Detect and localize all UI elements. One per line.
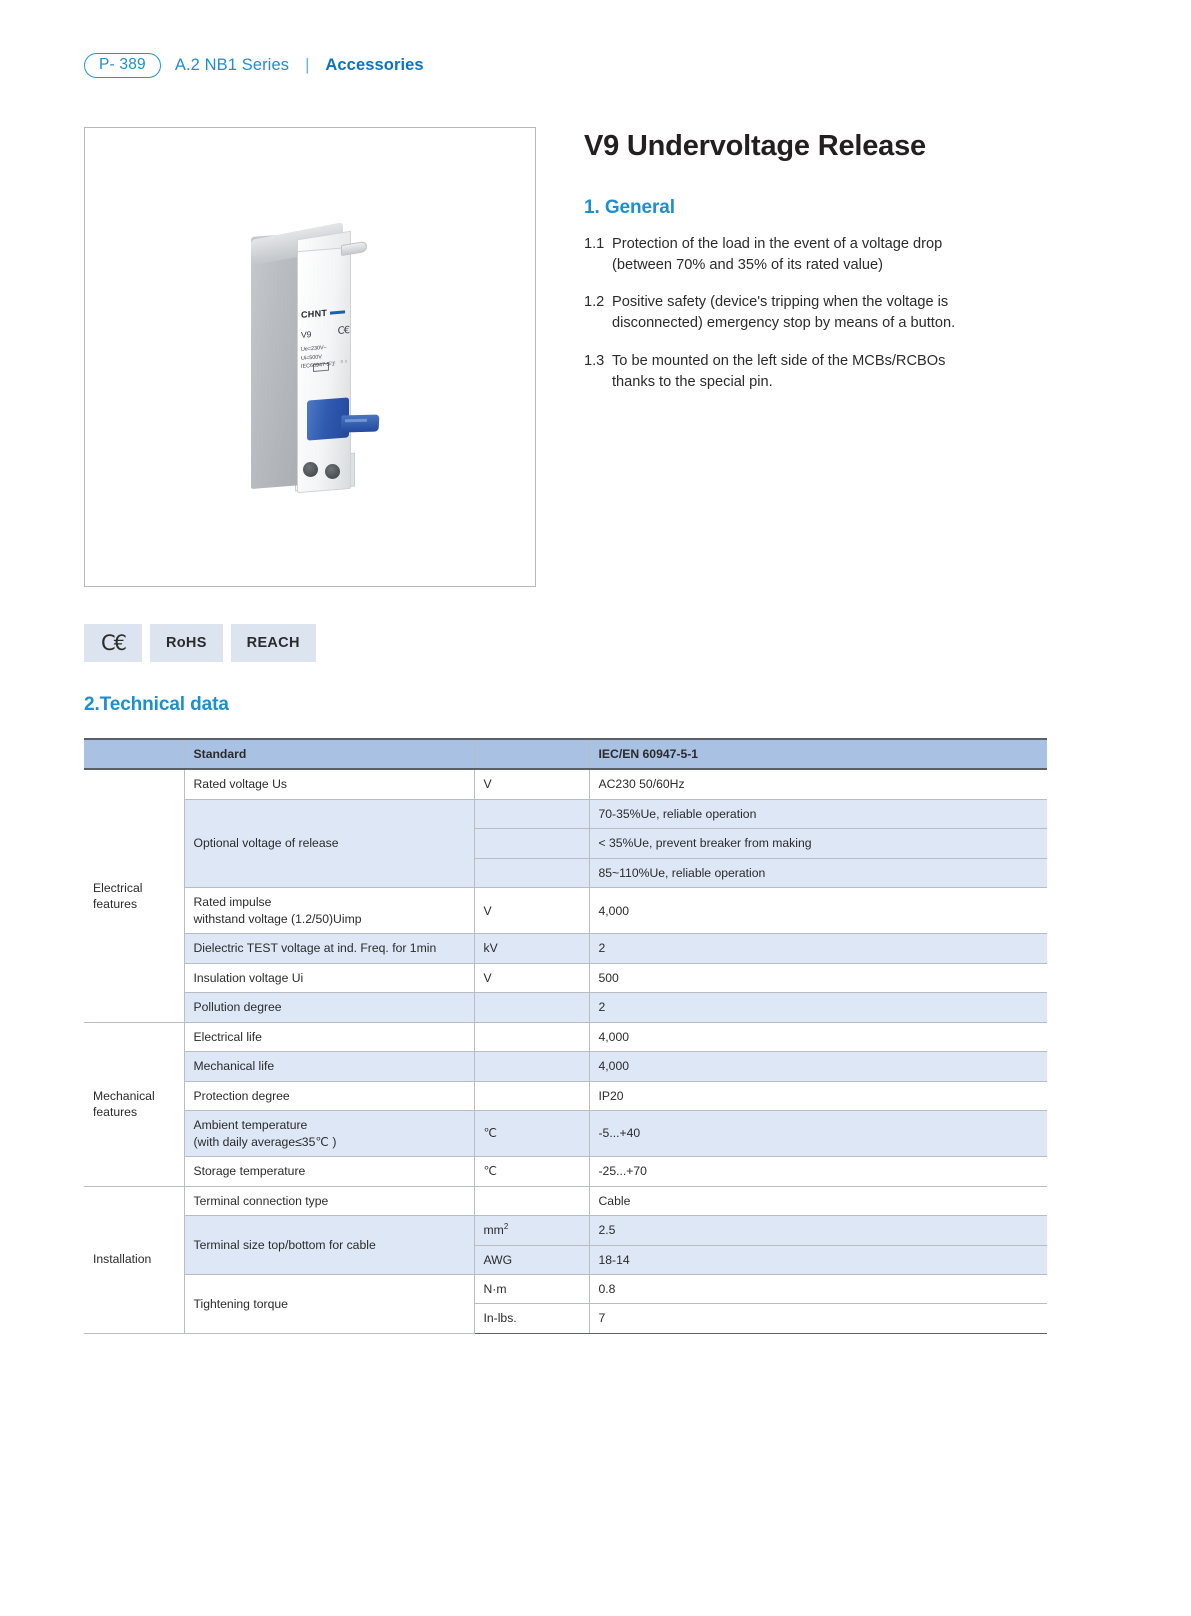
brand-bar (330, 311, 345, 315)
cell-value: 4,000 (589, 1052, 1047, 1081)
device-terminal-top (303, 462, 318, 477)
cell-param: Insulation voltage Ui (184, 963, 474, 992)
device-terminal-marks: D1 D2 (329, 359, 349, 365)
category-label: Installation (93, 1252, 152, 1267)
cell-value: 70-35%Ue, reliable operation (589, 799, 1047, 828)
header-cell-category (84, 739, 184, 769)
cell-param: Dielectric TEST voltage at ind. Freq. for 1min (184, 934, 474, 963)
table-row (84, 993, 1047, 1022)
cell-unit (474, 858, 589, 887)
cell-param: Electrical life (184, 1022, 474, 1051)
category-label: Electrical features (93, 880, 143, 912)
cell-param: Storage temperature (184, 1157, 474, 1186)
cell-param: Terminal size top/bottom for cable (184, 1215, 474, 1274)
table-header-row (84, 739, 1047, 769)
table-row (84, 769, 1047, 799)
cell-unit: ℃ (474, 1111, 589, 1157)
device-terminal-bottom (325, 464, 340, 479)
cell-unit: AWG (474, 1245, 589, 1274)
table-row (84, 1215, 1047, 1245)
cell-unit: kV (474, 934, 589, 963)
brand-text: CHNT (301, 307, 328, 320)
cell-value: 2.5 (589, 1215, 1047, 1245)
device-spec-standard: IEC60947-5-1 (301, 361, 335, 371)
list-item-text: To be mounted on the left side of the MCBs/RCBOs thanks to the special pin. (612, 352, 946, 390)
table-row (84, 799, 1047, 828)
list-item-text: Positive safety (device's tripping when the voltage is disconnected) emergency stop by means of a button. (612, 294, 956, 332)
cell-param: Pollution degree (184, 993, 474, 1022)
breadcrumb-separator: | (305, 55, 310, 74)
device-spec-block (301, 343, 349, 372)
cell-param: Rated voltage Us (184, 769, 474, 799)
cell-unit: ℃ (474, 1157, 589, 1186)
category-label: Mechanical features (93, 1088, 155, 1120)
list-item (584, 234, 984, 276)
cell-value: < 35%Ue, prevent breaker from making (589, 829, 1047, 858)
product-image-frame (84, 127, 536, 587)
cell-value: 4,000 (589, 888, 1047, 934)
cell-unit: N·m (474, 1274, 589, 1303)
general-list (584, 234, 984, 409)
cell-param: Terminal connection type (184, 1186, 474, 1215)
page-title: V9 Undervoltage Release (584, 130, 926, 162)
table-row (84, 1157, 1047, 1186)
device-spec-ue: Ue=230V~ (301, 345, 327, 354)
cell-unit (474, 1215, 589, 1245)
rohs-badge: RoHS (150, 624, 223, 662)
device-toggle-arm (341, 414, 380, 432)
cell-value: AC230 50/60Hz (589, 769, 1047, 799)
device-spec-ui: Ui=500V (301, 354, 322, 362)
cell-unit: In-lbs. (474, 1304, 589, 1333)
category-cell-mechanical (84, 1022, 184, 1186)
cell-unit (474, 1081, 589, 1110)
device-label (301, 305, 349, 373)
cell-unit (474, 799, 589, 828)
unit-mm-exponent: 2 (503, 1221, 509, 1231)
cell-param-line2: withstand voltage (1.2/50)Uimp (193, 911, 362, 926)
cell-value: -5...+40 (589, 1111, 1047, 1157)
cell-unit: V (474, 888, 589, 934)
cell-unit (474, 1022, 589, 1051)
cell-unit (474, 993, 589, 1022)
cell-value: 7 (589, 1304, 1047, 1333)
cell-value: 2 (589, 934, 1047, 963)
device-rear-body (251, 233, 303, 489)
cell-unit (474, 1186, 589, 1215)
ce-mark-icon: C€ (337, 325, 349, 337)
cell-value: Cable (589, 1186, 1047, 1215)
list-item-number: 1.1 (584, 236, 605, 252)
cell-unit (474, 829, 589, 858)
page-number-badge: P- 389 (84, 53, 161, 78)
section-heading-general: 1. General (584, 197, 675, 218)
table-row (84, 1111, 1047, 1157)
cell-param: Mechanical life (184, 1052, 474, 1081)
table-row (84, 1052, 1047, 1081)
list-item (584, 351, 984, 393)
header-cell-unit (474, 739, 589, 769)
device-toggle-notch (345, 419, 367, 423)
section-heading-technical-data: 2.Technical data (84, 694, 229, 715)
ce-badge-icon: C€ (84, 624, 142, 662)
header-cell-parameter: Standard (184, 739, 474, 769)
cell-param: Tightening torque (184, 1274, 474, 1333)
unit-mm: mm (483, 1223, 504, 1238)
certification-badges (84, 624, 316, 662)
category-cell-electrical (84, 769, 184, 1022)
header-cell-value: IEC/EN 60947-5-1 (589, 739, 1047, 769)
cell-unit: V (474, 963, 589, 992)
table-row (84, 963, 1047, 992)
list-item-number: 1.3 (584, 352, 605, 369)
cell-value: -25...+70 (589, 1157, 1047, 1186)
table-row (84, 934, 1047, 963)
cell-param-line1: Rated impulse (193, 895, 272, 910)
reach-badge: REACH (231, 624, 316, 662)
cell-value: 0.8 (589, 1274, 1047, 1303)
list-item-text: Protection of the load in the event of a voltage drop (between 70% and 35% of its rated value) (612, 236, 943, 274)
cell-unit (474, 1052, 589, 1081)
breadcrumb-current: Accessories (325, 55, 424, 74)
cell-param (184, 888, 474, 934)
chint-logo (301, 305, 349, 323)
cell-param (184, 1111, 474, 1157)
cell-value: 2 (589, 993, 1047, 1022)
technical-data-table (84, 738, 1047, 1334)
category-cell-installation (84, 1186, 184, 1333)
table-row (84, 1081, 1047, 1110)
list-item-number: 1.2 (584, 294, 605, 311)
cell-value: 18-14 (589, 1245, 1047, 1274)
product-photo-undervoltage-release (245, 223, 405, 498)
cell-param: Protection degree (184, 1081, 474, 1110)
cell-value: IP20 (589, 1081, 1047, 1110)
cell-unit: V (474, 769, 589, 799)
breadcrumb (84, 53, 424, 78)
table-row (84, 888, 1047, 934)
cell-value: 85~110%Ue, reliable operation (589, 858, 1047, 887)
list-item (584, 292, 984, 334)
table-row (84, 1274, 1047, 1303)
cell-param-line2: (with daily average≤35℃ ) (193, 1134, 337, 1149)
cell-param: Optional voltage of release (184, 799, 474, 887)
cell-value: 4,000 (589, 1022, 1047, 1051)
cell-value: 500 (589, 963, 1047, 992)
cell-param-line1: Ambient temperature (193, 1118, 308, 1133)
device-model-text: V9 (301, 329, 312, 341)
breadcrumb-series: A.2 NB1 Series (174, 55, 290, 74)
table-row (84, 1022, 1047, 1051)
table-row (84, 1186, 1047, 1215)
